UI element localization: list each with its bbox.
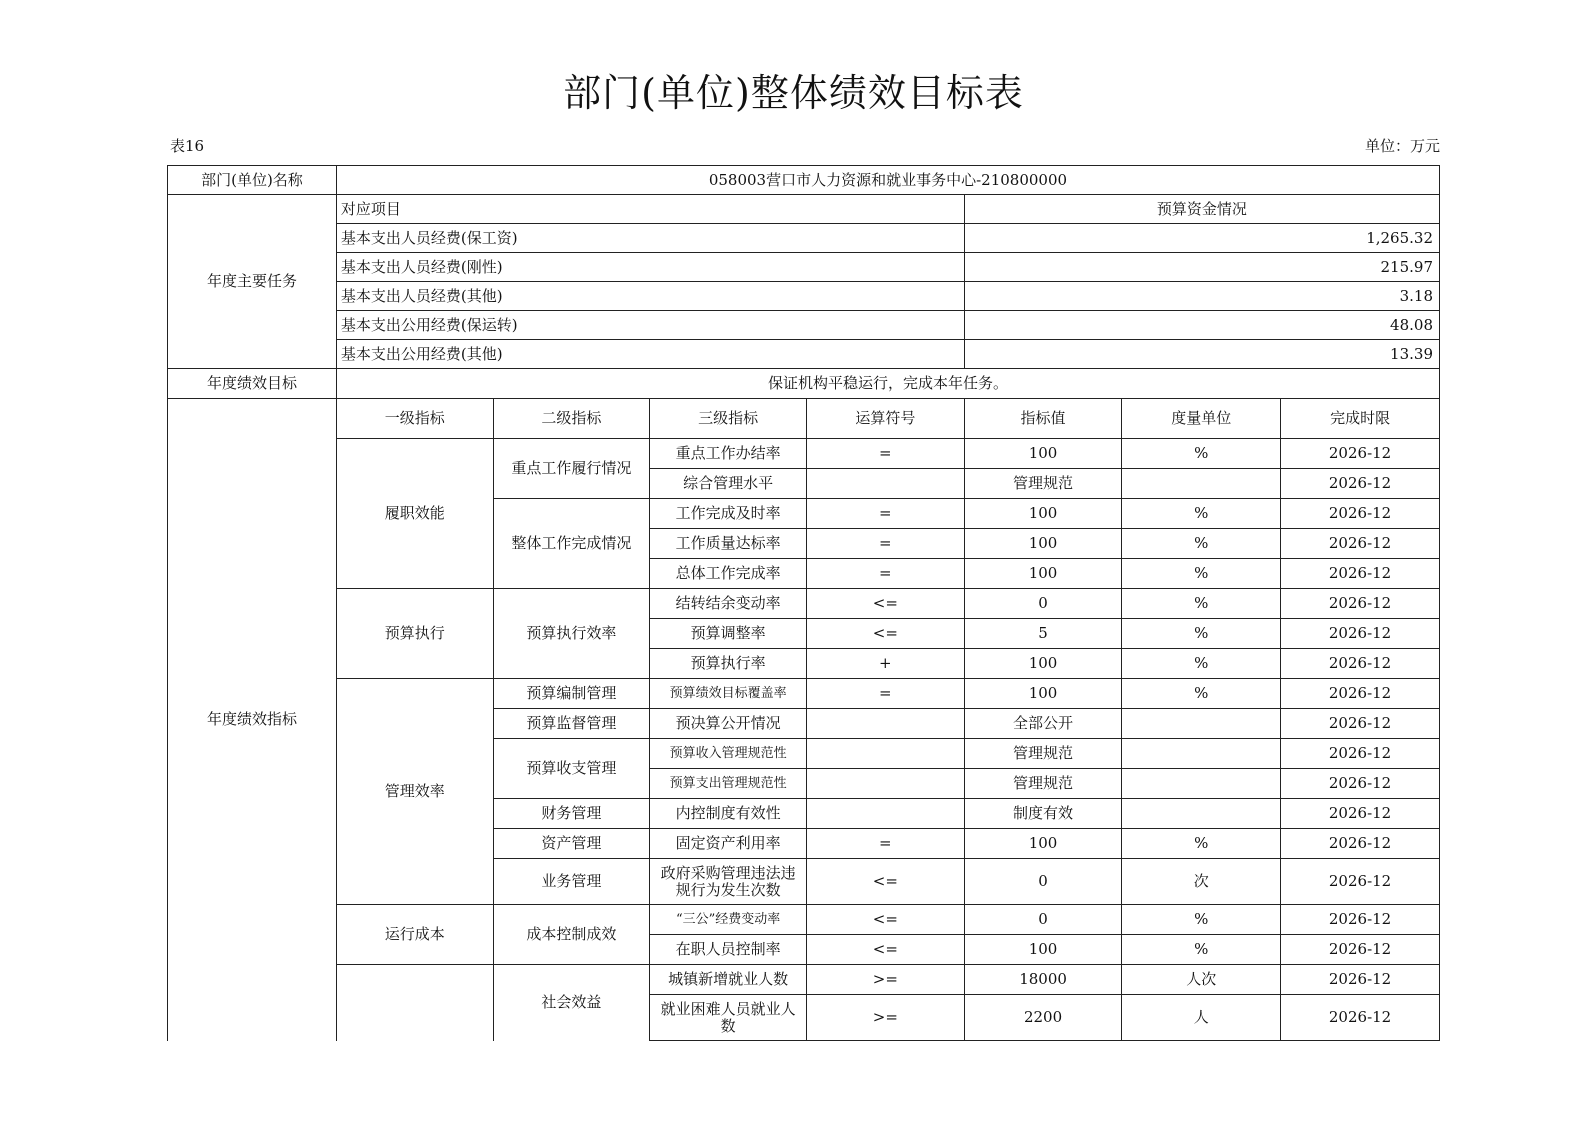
level3-cell: 预算绩效目标覆盖率 [650,679,807,709]
task-amount: 48.08 [964,311,1439,340]
dept-label: 部门(单位)名称 [168,166,337,195]
header-level2: 二级指标 [493,399,650,439]
level3-cell: 预算调整率 [650,619,807,649]
task-amount: 3.18 [964,282,1439,311]
header-unit: 度量单位 [1122,399,1281,439]
deadline-cell: 2026-12 [1281,859,1440,905]
value-cell: 100 [964,529,1122,559]
operator-cell: + [806,649,964,679]
operator-cell: = [806,559,964,589]
table-row [168,905,1440,935]
value-cell: 0 [964,589,1122,619]
value-cell: 制度有效 [964,799,1122,829]
deadline-cell: 2026-12 [1281,529,1440,559]
level3-cell: 结转结余变动率 [650,589,807,619]
header-operator: 运算符号 [806,399,964,439]
level1-cell: 运行成本 [336,905,493,965]
deadline-cell: 2026-12 [1281,559,1440,589]
unit-cell: 人次 [1122,965,1281,995]
operator-cell: >= [806,995,964,1041]
value-cell: 100 [964,679,1122,709]
value-cell: 100 [964,649,1122,679]
goal-label: 年度绩效目标 [168,369,337,399]
task-amount: 215.97 [964,253,1439,282]
deadline-cell: 2026-12 [1281,499,1440,529]
unit-cell [1122,739,1281,769]
dept-value: 058003营口市人力资源和就业事务中心-210800000 [336,166,1439,195]
task-row [168,282,1440,311]
level2-cell: 财务管理 [493,799,650,829]
unit-cell: % [1122,905,1281,935]
operator-cell: <= [806,859,964,905]
unit-cell [1122,709,1281,739]
deadline-cell: 2026-12 [1281,649,1440,679]
deadline-cell: 2026-12 [1281,589,1440,619]
level3-cell: 综合管理水平 [650,469,807,499]
unit-cell [1122,799,1281,829]
level3-cell: “三公”经费变动率 [650,905,807,935]
operator-cell: >= [806,965,964,995]
task-row [168,253,1440,282]
task-row [168,311,1440,340]
level3-cell: 工作完成及时率 [650,499,807,529]
unit-cell: % [1122,589,1281,619]
value-cell: 18000 [964,965,1122,995]
deadline-cell: 2026-12 [1281,739,1440,769]
table-row [168,679,1440,709]
task-amount: 1,265.32 [964,224,1439,253]
unit-cell: 人 [1122,995,1281,1041]
level3-cell: 预算支出管理规范性 [650,769,807,799]
value-cell: 管理规范 [964,469,1122,499]
deadline-cell: 2026-12 [1281,619,1440,649]
level3-cell: 政府采购管理违法违规行为发生次数 [650,859,807,905]
goal-value: 保证机构平稳运行，完成本年任务。 [336,369,1439,399]
operator-cell: <= [806,619,964,649]
deadline-cell: 2026-12 [1281,439,1440,469]
task-col-project: 对应项目 [336,195,964,224]
unit-cell: % [1122,529,1281,559]
operator-cell [806,739,964,769]
operator-cell: = [806,829,964,859]
level1-cell [336,965,493,1041]
level2-cell: 预算收支管理 [493,739,650,799]
deadline-cell: 2026-12 [1281,709,1440,739]
header-deadline: 完成时限 [1281,399,1440,439]
task-name: 基本支出人员经费(其他) [336,282,964,311]
operator-cell [806,709,964,739]
deadline-cell: 2026-12 [1281,995,1440,1041]
task-name: 基本支出人员经费(刚性) [336,253,964,282]
operator-cell: <= [806,589,964,619]
value-cell: 管理规范 [964,769,1122,799]
deadline-cell: 2026-12 [1281,469,1440,499]
level3-cell: 就业困难人员就业人数 [650,995,807,1041]
header-value: 指标值 [964,399,1122,439]
level3-cell: 预算收入管理规范性 [650,739,807,769]
level2-cell: 社会效益 [493,965,650,1041]
level2-cell: 成本控制成效 [493,905,650,965]
operator-cell: <= [806,905,964,935]
table-row [168,589,1440,619]
unit-cell: % [1122,619,1281,649]
annual-task-label: 年度主要任务 [168,195,337,369]
unit-cell: % [1122,499,1281,529]
level2-cell: 资产管理 [493,829,650,859]
deadline-cell: 2026-12 [1281,965,1440,995]
value-cell: 0 [964,859,1122,905]
operator-cell: = [806,499,964,529]
unit-cell: % [1122,935,1281,965]
level3-cell: 城镇新增就业人数 [650,965,807,995]
value-cell: 100 [964,439,1122,469]
value-cell: 100 [964,829,1122,859]
value-cell: 100 [964,559,1122,589]
task-row [168,224,1440,253]
level2-cell: 重点工作履行情况 [493,439,650,499]
table-number: 表16 [170,137,205,155]
value-cell: 0 [964,905,1122,935]
level3-cell: 内控制度有效性 [650,799,807,829]
level2-cell: 预算编制管理 [493,679,650,709]
level2-cell: 预算监督管理 [493,709,650,739]
level3-cell: 重点工作办结率 [650,439,807,469]
deadline-cell: 2026-12 [1281,769,1440,799]
value-cell: 2200 [964,995,1122,1041]
page-title: 部门(单位)整体绩效目标表 [563,71,1024,115]
operator-cell: = [806,679,964,709]
level3-cell: 预算执行率 [650,649,807,679]
unit-cell: % [1122,679,1281,709]
level3-cell: 总体工作完成率 [650,559,807,589]
unit-cell: % [1122,439,1281,469]
task-amount: 13.39 [964,340,1439,369]
task-name: 基本支出公用经费(保运转) [336,311,964,340]
value-cell: 管理规范 [964,739,1122,769]
unit-label: 单位：万元 [1364,137,1440,155]
operator-cell [806,469,964,499]
deadline-cell: 2026-12 [1281,905,1440,935]
operator-cell: = [806,439,964,469]
level3-cell: 工作质量达标率 [650,529,807,559]
task-row [168,340,1440,369]
value-cell: 100 [964,935,1122,965]
level3-cell: 预决算公开情况 [650,709,807,739]
table-row [168,965,1440,995]
level2-cell: 整体工作完成情况 [493,499,650,589]
value-cell: 100 [964,499,1122,529]
deadline-cell: 2026-12 [1281,799,1440,829]
indicator-label: 年度绩效指标 [168,399,337,1041]
unit-cell [1122,469,1281,499]
level2-cell: 业务管理 [493,859,650,905]
value-cell: 5 [964,619,1122,649]
deadline-cell: 2026-12 [1281,679,1440,709]
level2-cell: 预算执行效率 [493,589,650,679]
table-row [168,439,1440,469]
unit-cell: % [1122,829,1281,859]
level1-cell: 预算执行 [336,589,493,679]
unit-cell [1122,769,1281,799]
level3-cell: 在职人员控制率 [650,935,807,965]
performance-table [167,165,1440,1041]
operator-cell [806,799,964,829]
level3-cell: 固定资产利用率 [650,829,807,859]
task-col-budget: 预算资金情况 [964,195,1439,224]
unit-cell: % [1122,559,1281,589]
unit-cell: % [1122,649,1281,679]
task-name: 基本支出公用经费(其他) [336,340,964,369]
value-cell: 全部公开 [964,709,1122,739]
deadline-cell: 2026-12 [1281,935,1440,965]
task-name: 基本支出人员经费(保工资) [336,224,964,253]
header-level1: 一级指标 [336,399,493,439]
deadline-cell: 2026-12 [1281,829,1440,859]
level1-cell: 管理效率 [336,679,493,905]
unit-cell: 次 [1122,859,1281,905]
operator-cell [806,769,964,799]
operator-cell: = [806,529,964,559]
level1-cell: 履职效能 [336,439,493,589]
header-level3: 三级指标 [650,399,807,439]
operator-cell: <= [806,935,964,965]
